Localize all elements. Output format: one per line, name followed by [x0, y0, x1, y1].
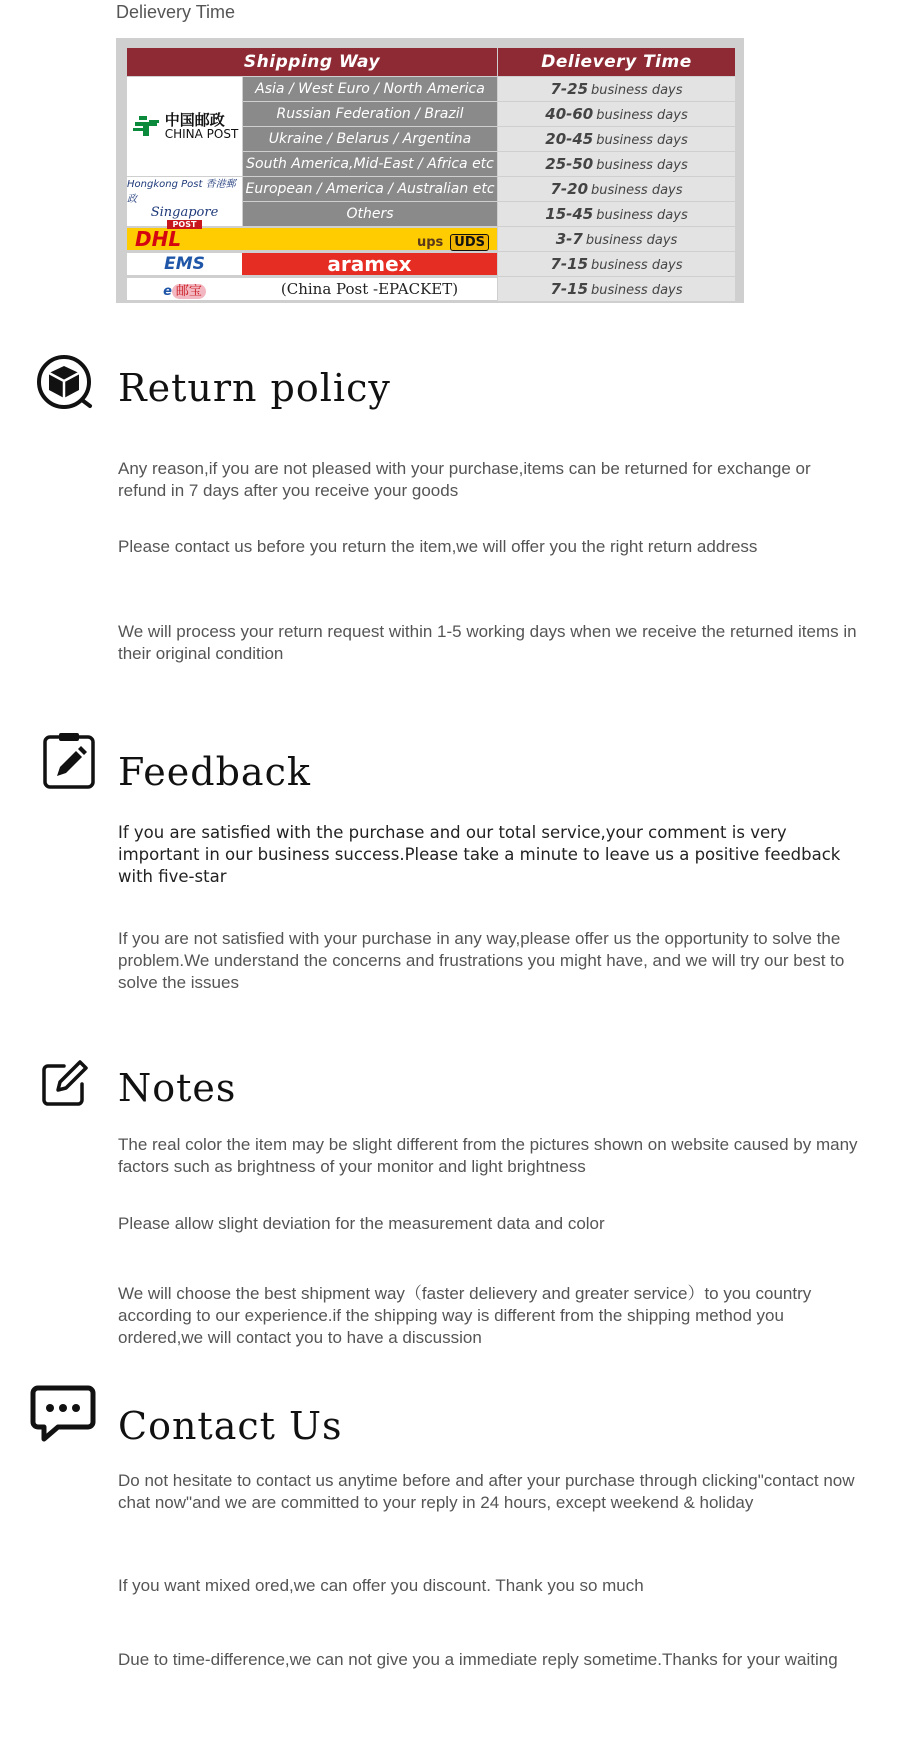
time-cell: 7-15 business days: [498, 252, 736, 277]
ems-aramex-logo: [127, 252, 498, 277]
delivery-time-caption: Delievery Time: [116, 2, 236, 22]
notes-paragraph: Please allow slight deviation for the measurement data and color: [118, 1214, 605, 1233]
time-cell: 7-20 business days: [498, 177, 736, 202]
time-cell: 7-15 business days: [498, 277, 736, 302]
dhl-ups-logo: [127, 227, 498, 252]
hongkong-singapore-post-logo: Hongkong Post 香港郵政 Singapore POST: [127, 177, 243, 227]
aramex-logo: aramex: [242, 253, 497, 275]
route-cell: Others: [243, 202, 498, 227]
time-cell: 20-45 business days: [498, 127, 736, 152]
clipboard-pen-icon: [42, 732, 96, 790]
feedback-paragraph: If you are satisfied with the purchase and our total service,your comment is very important in our business success.Please take a minute to leave us a positive feedback with five-star: [118, 823, 841, 886]
chat-bubble-icon: [30, 1384, 96, 1444]
time-cell: 15-45 business days: [498, 202, 736, 227]
contact-paragraph: Due to time-difference,we can not give you a immediate reply sometime.Thanks for your waiting: [118, 1650, 838, 1669]
time-cell: 25-50 business days: [498, 152, 736, 177]
time-cell: 40-60 business days: [498, 102, 736, 127]
header-shipping-way: Shipping Way: [127, 48, 498, 77]
ups-logo: ups: [417, 235, 444, 250]
contact-us-title: Contact Us: [118, 1404, 343, 1448]
header-delivery-time: Delievery Time: [498, 48, 736, 77]
china-post-zh: 中国邮政: [164, 110, 225, 129]
china-post-logo: [127, 77, 243, 177]
time-cell: 3-7 business days: [498, 227, 736, 252]
route-cell: European / America / Australian etc: [243, 177, 498, 202]
return-policy-paragraph: Any reason,if you are not pleased with your purchase,items can be returned for exchange or refund in 7 days after you receive your goods: [118, 459, 811, 500]
notes-paragraph: The real color the item may be slight different from the pictures shown on website caused by many factors such as brightness of your monitor and light brightness: [118, 1135, 858, 1176]
shipping-table-image: [116, 38, 744, 303]
ems-logo: EMS: [127, 253, 242, 275]
package-box-icon: [36, 354, 96, 414]
china-post-icon: [131, 110, 161, 144]
contact-paragraph: If you want mixed ored,we can offer you discount. Thank you so much: [118, 1576, 644, 1595]
return-policy-paragraph: Please contact us before you return the item,we will offer you the right return address: [118, 537, 758, 556]
route-cell: Ukraine / Belarus / Argentina: [243, 127, 498, 152]
uds-logo: UDS: [450, 234, 489, 251]
feedback-title: Feedback: [118, 750, 311, 794]
route-cell: South America,Mid-East / Africa etc: [243, 152, 498, 177]
route-cell: Russian Federation / Brazil: [243, 102, 498, 127]
epacket-logo: e 邮宝 (China Post -EPACKET): [127, 277, 498, 302]
shipping-table: [126, 47, 736, 302]
china-post-en: CHINA POST: [164, 126, 239, 141]
notes-paragraph: We will choose the best shipment way（faster delievery and greater service）to you country according to our experience.if the shipping way is different from the shipping method you ordered,we will contact you to have a discussion: [118, 1284, 812, 1347]
feedback-paragraph: If you are not satisfied with your purchase in any way,please offer us the opportunity to solve the problem.We understand the concerns and frustrations you might have, and we will try our best to solve the issues: [118, 929, 845, 992]
return-policy-title: Return policy: [118, 366, 391, 410]
edit-note-icon: [40, 1058, 90, 1108]
dhl-logo: DHL: [135, 227, 182, 251]
route-cell: Asia / West Euro / North America: [243, 77, 498, 102]
contact-paragraph: Do not hesitate to contact us anytime before and after your purchase through clicking"contact now chat now"and we are committed to your reply in 24 hours, except weekend & holiday: [118, 1471, 855, 1512]
notes-title: Notes: [118, 1066, 237, 1110]
return-policy-paragraph: We will process your return request within 1-5 working days when we receive the returned items in their original condition: [118, 622, 857, 663]
time-cell: 7-25 business days: [498, 77, 736, 102]
